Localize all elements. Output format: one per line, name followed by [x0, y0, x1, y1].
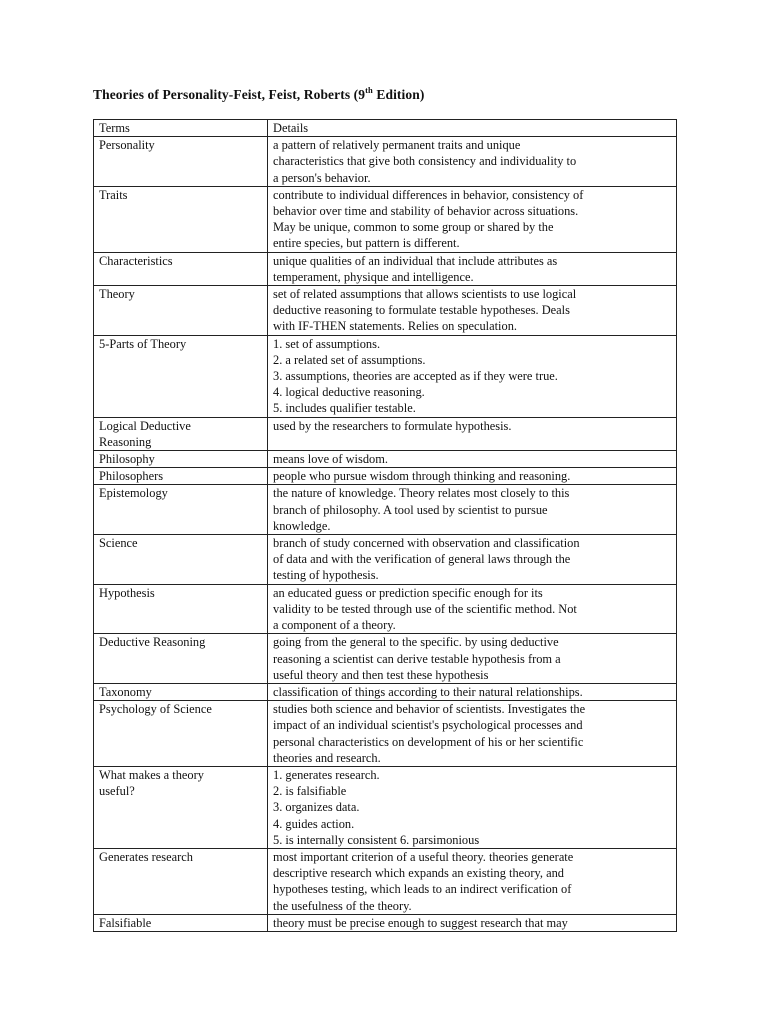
details-text: theories and research. [273, 750, 381, 765]
details-text: testing of hypothesis. [273, 568, 379, 583]
table-row [94, 584, 677, 634]
table-row [94, 137, 677, 187]
details-text: set of related assumptions that allows scientists to use logical [273, 287, 577, 302]
details-text: behavior over time and stability of behavior across situations. [273, 204, 579, 219]
terms-table-body [94, 120, 677, 932]
table-row [94, 286, 677, 336]
details-text: descriptive research which expands an existing theory, and [273, 866, 564, 881]
table-header-row [94, 120, 677, 137]
details-text: classification of things according to their natural relationships. [273, 684, 583, 699]
details-cell [268, 766, 677, 848]
details-text: a pattern of relatively permanent traits and unique [273, 138, 521, 153]
details-text: studies both science and behavior of scientists. Investigates the [273, 702, 586, 717]
details-text: of data and with the verification of general laws through the [273, 552, 571, 567]
details-text: deductive reasoning to formulate testable hypotheses. Deals [273, 303, 570, 318]
term-text: Theory [99, 287, 135, 302]
term-cell [94, 701, 268, 767]
table-row [94, 417, 677, 450]
details-text: 5. is internally consistent 6. parsimonious [273, 832, 480, 847]
details-text: going from the general to the specific. by using deductive [273, 635, 559, 650]
term-cell [94, 451, 268, 468]
term-text: Philosophers [99, 469, 164, 484]
table-row [94, 485, 677, 535]
details-text: the nature of knowledge. Theory relates most closely to this [273, 486, 570, 501]
details-text: hypotheses testing, which leads to an indirect verification of [273, 882, 572, 897]
term-cell [94, 137, 268, 187]
details-text: entire species, but pattern is different. [273, 236, 460, 251]
details-cell [268, 186, 677, 252]
details-text: temperament, physique and intelligence. [273, 269, 474, 284]
term-text: Personality [99, 138, 155, 153]
details-cell [268, 848, 677, 914]
details-cell [268, 634, 677, 684]
term-text: Philosophy [99, 452, 155, 467]
term-cell [94, 683, 268, 700]
term-text: Logical Deductive [99, 418, 191, 433]
table-row [94, 766, 677, 848]
term-cell [94, 286, 268, 336]
details-text: useful theory and then test these hypothesis [273, 667, 489, 682]
details-text: 5. includes qualifier testable. [273, 401, 416, 416]
details-text: 2. a related set of assumptions. [273, 352, 426, 367]
term-text: 5-Parts of Theory [99, 336, 187, 351]
header-terms [94, 120, 268, 137]
details-text: characteristics that give both consistency and individuality to [273, 154, 577, 169]
details-text: 3. assumptions, theories are accepted as if they were true. [273, 369, 558, 384]
term-text: Deductive Reasoning [99, 635, 206, 650]
term-cell [94, 485, 268, 535]
term-cell [94, 535, 268, 585]
term-cell [94, 766, 268, 848]
details-text: most important criterion of a useful theory. theories generate [273, 849, 574, 864]
term-text: Hypothesis [99, 585, 155, 600]
details-text: a component of a theory. [273, 618, 396, 633]
term-text: Psychology of Science [99, 702, 212, 717]
term-cell [94, 584, 268, 634]
table-row [94, 468, 677, 485]
details-text: 3. organizes data. [273, 800, 360, 815]
header-details [268, 120, 677, 137]
header-details-label: Details [273, 121, 309, 135]
term-text: useful? [99, 784, 135, 799]
details-text: used by the researchers to formulate hypothesis. [273, 418, 512, 433]
table-row [94, 701, 677, 767]
table-row [94, 451, 677, 468]
term-text: Epistemology [99, 486, 168, 501]
header-terms-label: Terms [99, 121, 130, 135]
details-text: validity to be tested through use of the scientific method. Not [273, 601, 577, 616]
details-cell [268, 584, 677, 634]
term-cell [94, 252, 268, 285]
term-text: Science [99, 536, 138, 551]
table-row [94, 252, 677, 285]
details-text: knowledge. [273, 518, 331, 533]
details-text: reasoning a scientist can derive testable hypothesis from a [273, 651, 561, 666]
details-text: 2. is falsifiable [273, 784, 347, 799]
details-text: people who pursue wisdom through thinking and reasoning. [273, 469, 571, 484]
table-row [94, 914, 677, 931]
title-superscript: th [365, 84, 373, 95]
table-row [94, 634, 677, 684]
document-title [93, 84, 425, 103]
details-cell [268, 683, 677, 700]
table-row [94, 186, 677, 252]
details-text: 1. generates research. [273, 767, 380, 782]
term-text: Taxonomy [99, 684, 152, 699]
term-cell [94, 468, 268, 485]
details-cell [268, 914, 677, 931]
term-cell [94, 634, 268, 684]
terms-table [93, 119, 677, 932]
table-row [94, 848, 677, 914]
details-text: contribute to individual differences in behavior, consistency of [273, 187, 584, 202]
term-cell [94, 186, 268, 252]
table-row [94, 335, 677, 417]
details-text: branch of philosophy. A tool used by scientist to pursue [273, 502, 548, 517]
table-row [94, 683, 677, 700]
details-text: impact of an individual scientist's psychological processes and [273, 718, 583, 733]
details-cell [268, 252, 677, 285]
term-text: What makes a theory [99, 767, 204, 782]
details-cell [268, 286, 677, 336]
details-text: unique qualities of an individual that include attributes as [273, 253, 558, 268]
term-cell [94, 335, 268, 417]
details-text: theory must be precise enough to suggest research that may [273, 915, 568, 930]
details-text: 1. set of assumptions. [273, 336, 381, 351]
details-text: means love of wisdom. [273, 452, 388, 467]
details-text: the usefulness of the theory. [273, 898, 412, 913]
details-cell [268, 335, 677, 417]
term-cell [94, 848, 268, 914]
details-text: May be unique, common to some group or shared by the [273, 220, 554, 235]
term-text: Traits [99, 187, 128, 202]
details-cell [268, 485, 677, 535]
term-text: Reasoning [99, 434, 152, 449]
term-text: Falsifiable [99, 915, 152, 930]
details-text: 4. guides action. [273, 816, 355, 831]
details-cell [268, 535, 677, 585]
details-cell [268, 468, 677, 485]
title-main: Theories of Personality-Feist, Feist, Roberts (9 [93, 87, 366, 102]
details-text: an educated guess or prediction specific enough for its [273, 585, 543, 600]
details-text: 4. logical deductive reasoning. [273, 385, 425, 400]
term-text: Characteristics [99, 253, 173, 268]
table-row [94, 535, 677, 585]
details-cell [268, 137, 677, 187]
term-cell [94, 914, 268, 931]
term-text: Generates research [99, 849, 193, 864]
details-text: a person's behavior. [273, 170, 371, 185]
term-cell [94, 417, 268, 450]
details-cell [268, 417, 677, 450]
details-cell [268, 451, 677, 468]
details-text: with IF-THEN statements. Relies on speculation. [273, 319, 517, 334]
details-text: branch of study concerned with observation and classification [273, 536, 580, 551]
title-end: Edition) [372, 87, 425, 102]
details-cell [268, 701, 677, 767]
details-text: personal characteristics on development of his or her scientific [273, 734, 584, 749]
